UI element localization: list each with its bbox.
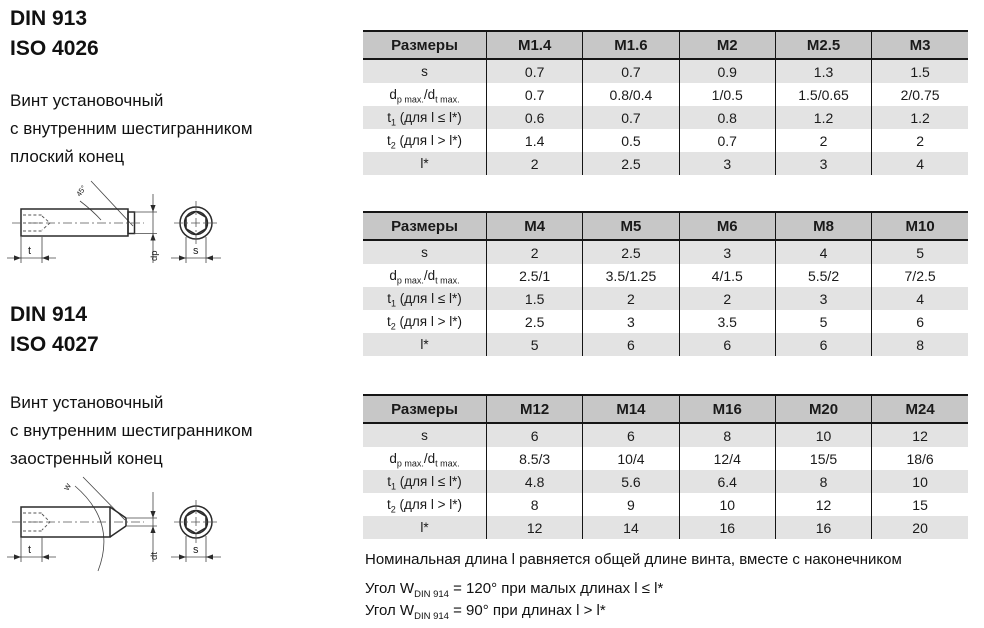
standard-block-din914 <box>10 300 99 360</box>
row-label-cell: $t_2$ (для l > l*) <box>363 129 487 152</box>
value-cell: 5.6 <box>583 470 679 493</box>
dp-dimension-label: dp <box>149 250 160 261</box>
value-cell: 8 <box>679 423 775 447</box>
table-row <box>363 287 968 310</box>
size-header-cell: M24 <box>872 395 968 423</box>
description-line: с внутренним шестигранником <box>10 119 253 138</box>
table-row <box>363 493 968 516</box>
table-row <box>363 333 968 356</box>
value-cell: 5 <box>775 310 871 333</box>
value-cell: 8 <box>775 470 871 493</box>
value-cell: 9 <box>583 493 679 516</box>
dimensions-table-m12-m24 <box>363 394 968 539</box>
table-row <box>363 83 968 106</box>
value-cell: 3 <box>679 240 775 264</box>
table-row <box>363 59 968 83</box>
value-cell: 3.5/1.25 <box>583 264 679 287</box>
value-cell: 0.8/0.4 <box>583 83 679 106</box>
standard-din-913: DIN 913 <box>10 7 88 30</box>
table-header-row <box>363 212 968 240</box>
value-cell: 6 <box>583 333 679 356</box>
size-header-cell: M12 <box>487 395 583 423</box>
value-cell: 4 <box>775 240 871 264</box>
table-row <box>363 516 968 539</box>
value-cell: 5.5/2 <box>775 264 871 287</box>
dimensions-header-cell: Размеры <box>363 31 487 59</box>
value-cell: 0.7 <box>583 106 679 129</box>
value-cell: 1.5/0.65 <box>775 83 871 106</box>
value-cell: 1.2 <box>872 106 968 129</box>
value-cell: 1.3 <box>775 59 871 83</box>
value-cell: 0.6 <box>487 106 583 129</box>
standard-block-din913 <box>10 4 99 64</box>
value-cell: 15 <box>872 493 968 516</box>
value-cell: 0.7 <box>487 83 583 106</box>
value-cell: 1.5 <box>487 287 583 310</box>
value-cell: 16 <box>679 516 775 539</box>
value-cell: 0.7 <box>583 59 679 83</box>
size-header-cell: M20 <box>775 395 871 423</box>
value-cell: 2 <box>775 129 871 152</box>
value-cell: 3 <box>583 310 679 333</box>
value-cell: 2.5/1 <box>487 264 583 287</box>
t-dimension-label: t <box>28 544 32 556</box>
value-cell: 10 <box>679 493 775 516</box>
size-header-cell: M2.5 <box>775 31 871 59</box>
value-cell: 10 <box>872 470 968 493</box>
value-cell: 2.5 <box>583 240 679 264</box>
value-cell: 10/4 <box>583 447 679 470</box>
value-cell: 5 <box>487 333 583 356</box>
value-cell: 12 <box>487 516 583 539</box>
row-label-cell: $t_2$ (для l > l*) <box>363 310 487 333</box>
row-label-cell: $d_{p max.}/d_{t max.}$ <box>363 264 487 287</box>
din913-flat-point-drawing <box>4 179 234 273</box>
size-header-cell: M6 <box>679 212 775 240</box>
dimensions-header-cell: Размеры <box>363 395 487 423</box>
value-cell: 0.7 <box>679 129 775 152</box>
value-cell: 18/6 <box>872 447 968 470</box>
value-cell: 5 <box>872 240 968 264</box>
value-cell: 2 <box>487 152 583 175</box>
row-label-cell: l* <box>363 152 487 175</box>
value-cell: 12 <box>872 423 968 447</box>
table-row <box>363 447 968 470</box>
dimensions-table-m1.4-m3 <box>363 30 968 175</box>
note-nominal-length: Номинальная длина l равняется общей длине винта, вместе с наконечником <box>365 551 902 568</box>
value-cell: 6 <box>872 310 968 333</box>
value-cell: 14 <box>583 516 679 539</box>
row-label-cell: $t_1$ (для l ≤ l*) <box>363 106 487 129</box>
description-flat-point <box>10 87 253 171</box>
value-cell: 4/1.5 <box>679 264 775 287</box>
table-row <box>363 152 968 175</box>
value-cell: 3 <box>679 152 775 175</box>
value-cell: 6 <box>775 333 871 356</box>
table-row <box>363 129 968 152</box>
value-cell: 1.5 <box>872 59 968 83</box>
description-line: заостренный конец <box>10 449 163 468</box>
value-cell: 2 <box>872 129 968 152</box>
row-label-cell: $t_1$ (для l ≤ l*) <box>363 287 487 310</box>
table-header-row <box>363 395 968 423</box>
size-header-cell: M14 <box>583 395 679 423</box>
row-label-cell: s <box>363 423 487 447</box>
table-row <box>363 470 968 493</box>
size-header-cell: M5 <box>583 212 679 240</box>
din914-cone-point-drawing <box>4 474 234 578</box>
note-angle-90: Угол $W_{DIN 914} = 90^\circ$ при длинах l > l* <box>365 602 606 622</box>
description-line: с внутренним шестигранником <box>10 421 253 440</box>
dimensions-table-m4-m10 <box>363 211 968 356</box>
row-label-cell: $t_1$ (для l ≤ l*) <box>363 470 487 493</box>
row-label-cell: l* <box>363 516 487 539</box>
size-header-cell: M8 <box>775 212 871 240</box>
chamfer-angle-label: 45° <box>74 183 89 199</box>
t-dimension-label: t <box>28 245 32 257</box>
row-label-cell: l* <box>363 333 487 356</box>
value-cell: 6 <box>679 333 775 356</box>
value-cell: 0.5 <box>583 129 679 152</box>
table-row <box>363 423 968 447</box>
value-cell: 2/0.75 <box>872 83 968 106</box>
value-cell: 12/4 <box>679 447 775 470</box>
size-header-cell: M16 <box>679 395 775 423</box>
dt-dimension-label: dt <box>149 552 160 560</box>
size-header-cell: M4 <box>487 212 583 240</box>
s-dimension-label: s <box>193 245 199 257</box>
standard-iso-4027: ISO 4027 <box>10 333 99 356</box>
size-header-cell: M3 <box>872 31 968 59</box>
description-line: плоский конец <box>10 147 125 166</box>
value-cell: 8 <box>487 493 583 516</box>
value-cell: 8 <box>872 333 968 356</box>
table-row <box>363 106 968 129</box>
value-cell: 20 <box>872 516 968 539</box>
description-line: Винт установочный <box>10 91 164 110</box>
table-row <box>363 264 968 287</box>
size-header-cell: M2 <box>679 31 775 59</box>
row-label-cell: $t_2$ (для l > l*) <box>363 493 487 516</box>
value-cell: 12 <box>775 493 871 516</box>
value-cell: 15/5 <box>775 447 871 470</box>
size-header-cell: M1.6 <box>583 31 679 59</box>
value-cell: 3 <box>775 287 871 310</box>
note-angle-120: Угол $W_{DIN 914} = 120^\circ$ при малых длинах l ≤ l* <box>365 580 664 600</box>
value-cell: 0.8 <box>679 106 775 129</box>
s-dimension-label: s <box>193 544 199 556</box>
value-cell: 4 <box>872 287 968 310</box>
description-line: Винт установочный <box>10 393 164 412</box>
value-cell: 2.5 <box>583 152 679 175</box>
value-cell: 6 <box>487 423 583 447</box>
size-header-cell: M1.4 <box>487 31 583 59</box>
row-label-cell: s <box>363 240 487 264</box>
row-label-cell: s <box>363 59 487 83</box>
value-cell: 2.5 <box>487 310 583 333</box>
value-cell: 4.8 <box>487 470 583 493</box>
standard-iso-4026: ISO 4026 <box>10 37 99 60</box>
value-cell: 6 <box>583 423 679 447</box>
value-cell: 1.2 <box>775 106 871 129</box>
value-cell: 4 <box>872 152 968 175</box>
value-cell: 2 <box>487 240 583 264</box>
value-cell: 6.4 <box>679 470 775 493</box>
table-row <box>363 310 968 333</box>
description-cone-point <box>10 389 253 473</box>
table-row <box>363 240 968 264</box>
dimensions-header-cell: Размеры <box>363 212 487 240</box>
value-cell: 7/2.5 <box>872 264 968 287</box>
row-label-cell: $d_{p max.}/d_{t max.}$ <box>363 83 487 106</box>
row-label-cell: $d_{p max.}/d_{t max.}$ <box>363 447 487 470</box>
value-cell: 10 <box>775 423 871 447</box>
value-cell: 1.4 <box>487 129 583 152</box>
value-cell: 2 <box>679 287 775 310</box>
value-cell: 8.5/3 <box>487 447 583 470</box>
value-cell: 2 <box>583 287 679 310</box>
value-cell: 3 <box>775 152 871 175</box>
value-cell: 0.9 <box>679 59 775 83</box>
size-header-cell: M10 <box>872 212 968 240</box>
standard-din-914: DIN 914 <box>10 303 88 326</box>
table-header-row <box>363 31 968 59</box>
value-cell: 16 <box>775 516 871 539</box>
w-angle-label: w <box>61 481 73 492</box>
value-cell: 3.5 <box>679 310 775 333</box>
value-cell: 1/0.5 <box>679 83 775 106</box>
value-cell: 0.7 <box>487 59 583 83</box>
